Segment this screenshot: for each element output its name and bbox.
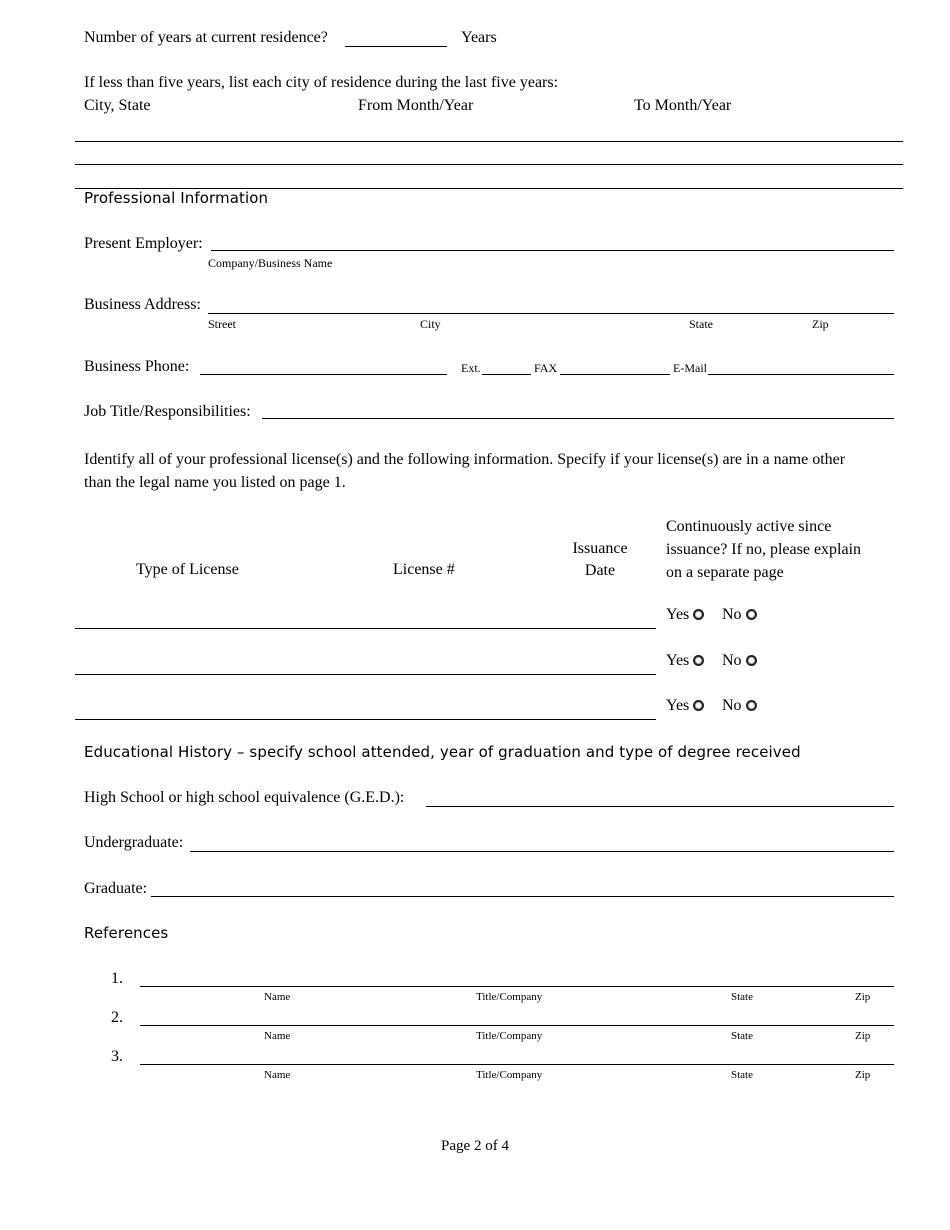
reference-1-number: 1. — [111, 970, 123, 987]
col-continuously-active — [666, 515, 861, 584]
business-address-field[interactable] — [208, 313, 894, 314]
reference-1-field[interactable] — [140, 986, 894, 987]
reference-2-zip-caption: Zip — [855, 1030, 871, 1042]
high-school-label: High School or high school equivalence (G.E.D.): — [84, 789, 405, 806]
residence-row-2[interactable] — [75, 164, 903, 165]
graduate-label: Graduate: — [84, 880, 148, 897]
yes-radio[interactable] — [693, 700, 704, 711]
city-caption: City — [420, 317, 441, 331]
reference-3-title-caption: Title/Company — [476, 1069, 543, 1081]
no-radio[interactable] — [746, 609, 757, 620]
col-issuance-date — [560, 538, 640, 582]
education-heading: Educational History – specify school attended, year of graduation and type of degree received — [84, 743, 801, 761]
no-label: No — [722, 606, 742, 623]
ext-label: Ext. — [461, 361, 481, 375]
reference-3-number: 3. — [111, 1048, 123, 1065]
years-unit-label: Years — [461, 29, 497, 46]
professional-info-heading: Professional Information — [84, 189, 269, 207]
street-caption: Street — [208, 317, 236, 331]
yes-label: Yes — [666, 697, 690, 714]
present-employer-label: Present Employer: — [84, 235, 203, 252]
less-than-five-instructions: If less than five years, list each city of residence during the last five years: — [84, 74, 559, 91]
col-active-line-1: Continuously active since — [666, 518, 832, 535]
license-row-3-yes[interactable] — [666, 697, 704, 715]
license-row-2-no[interactable] — [722, 652, 757, 670]
yes-radio[interactable] — [693, 609, 704, 620]
ext-field[interactable] — [482, 374, 531, 375]
yes-label: Yes — [666, 606, 690, 623]
years-residence-label: Number of years at current residence? — [84, 29, 328, 46]
page-number: Page 2 of 4 — [441, 1138, 509, 1154]
reference-2-title-caption: Title/Company — [476, 1030, 543, 1042]
no-radio[interactable] — [746, 700, 757, 711]
reference-3-field[interactable] — [140, 1064, 894, 1065]
high-school-field[interactable] — [426, 806, 894, 807]
years-residence-field[interactable] — [345, 46, 447, 47]
reference-2-number: 2. — [111, 1009, 123, 1026]
col-license-number: License # — [393, 561, 455, 578]
license-row-1-no[interactable] — [722, 606, 757, 624]
company-name-caption: Company/Business Name — [208, 256, 333, 270]
residence-row-1[interactable] — [75, 141, 903, 142]
col-issuance-line-2: Date — [584, 562, 616, 579]
zip-caption: Zip — [812, 317, 829, 331]
job-title-label: Job Title/Responsibilities: — [84, 403, 251, 420]
license-row-1[interactable] — [75, 628, 656, 629]
reference-1-zip-caption: Zip — [855, 991, 871, 1003]
present-employer-field[interactable] — [211, 250, 894, 251]
license-instructions: Identify all of your professional license(s) and the following information. Specify if your license(s) are in a name other than the legal name you listed on page 1. — [84, 451, 846, 491]
email-label: E-Mail — [673, 361, 707, 375]
reference-3-name-caption: Name — [264, 1069, 291, 1081]
undergraduate-label: Undergraduate: — [84, 834, 184, 851]
reference-2-field[interactable] — [140, 1025, 894, 1026]
col-to-month-year: To Month/Year — [634, 97, 732, 114]
references-heading: References — [84, 924, 169, 942]
license-row-3-no[interactable] — [722, 697, 757, 715]
fax-label: FAX — [534, 361, 558, 375]
license-row-3[interactable] — [75, 719, 656, 720]
col-type-of-license: Type of License — [136, 561, 239, 578]
reference-3-state-caption: State — [731, 1069, 753, 1081]
state-caption: State — [689, 317, 713, 331]
col-active-line-3: on a separate page — [666, 564, 784, 581]
license-row-2-yes[interactable] — [666, 652, 704, 670]
reference-1-title-caption: Title/Company — [476, 991, 543, 1003]
yes-label: Yes — [666, 652, 690, 669]
license-row-2[interactable] — [75, 674, 656, 675]
business-phone-field[interactable] — [200, 374, 447, 375]
col-city-state: City, State — [84, 97, 151, 114]
reference-2-name-caption: Name — [264, 1030, 291, 1042]
reference-1-name-caption: Name — [264, 991, 291, 1003]
reference-3-zip-caption: Zip — [855, 1069, 871, 1081]
yes-radio[interactable] — [693, 655, 704, 666]
business-address-label: Business Address: — [84, 296, 201, 313]
no-radio[interactable] — [746, 655, 757, 666]
reference-2-state-caption: State — [731, 1030, 753, 1042]
fax-field[interactable] — [560, 374, 670, 375]
no-label: No — [722, 652, 742, 669]
business-phone-label: Business Phone: — [84, 358, 190, 375]
col-from-month-year: From Month/Year — [358, 97, 474, 114]
no-label: No — [722, 697, 742, 714]
col-active-line-2: issuance? If no, please explain — [666, 541, 862, 558]
graduate-field[interactable] — [151, 896, 894, 897]
reference-1-state-caption: State — [731, 991, 753, 1003]
job-title-field[interactable] — [262, 418, 894, 419]
undergraduate-field[interactable] — [190, 851, 894, 852]
col-issuance-line-1: Issuance — [572, 540, 628, 557]
email-field[interactable] — [708, 374, 894, 375]
license-row-1-yes[interactable] — [666, 606, 704, 624]
